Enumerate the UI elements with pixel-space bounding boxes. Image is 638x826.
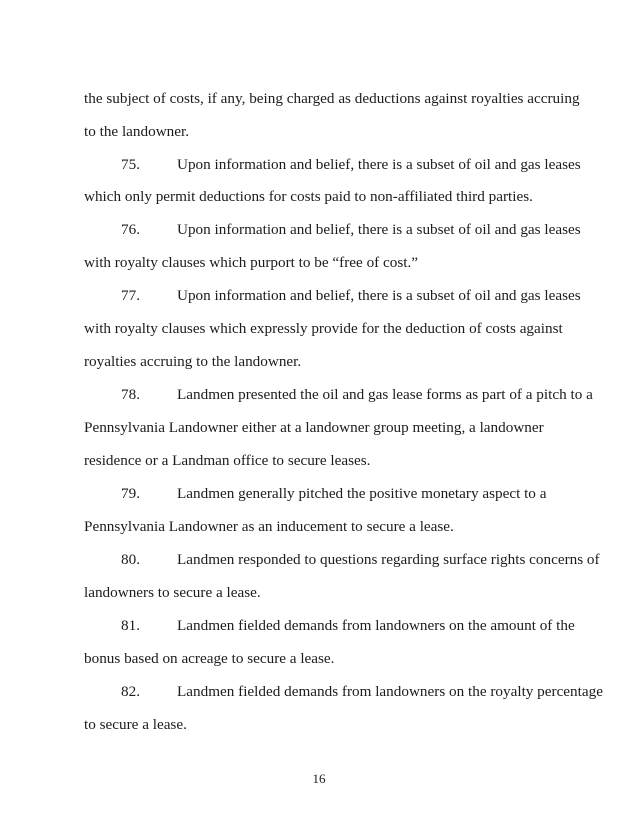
paragraph-text: Upon information and belief, there is a subset of oil and gas leases [177,221,581,238]
paragraph-line: landowners to secure a lease. [84,584,261,601]
paragraph-number: 80. [121,551,140,568]
paragraph-75-first-line [121,156,581,174]
paragraph-text: Upon information and belief, there is a subset of oil and gas leases [177,287,581,304]
paragraph-text: Landmen responded to questions regarding surface rights concerns of [177,551,600,568]
paragraph-number: 82. [121,683,140,700]
paragraph-number: 76. [121,221,140,238]
paragraph-number: 79. [121,485,140,502]
paragraph-text: Landmen fielded demands from landowners on the royalty percentage [177,683,603,700]
paragraph-line: residence or a Landman office to secure leases. [84,452,371,469]
paragraph-81-first-line [121,617,575,635]
paragraph-number: 77. [121,287,140,304]
paragraph-82-first-line [121,683,603,701]
paragraph-line: with royalty clauses which purport to be “free of cost.” [84,254,419,271]
paragraph-text: Landmen fielded demands from landowners on the amount of the [177,617,575,634]
paragraph-number: 75. [121,156,140,173]
page-number: 16 [312,771,326,786]
paragraph-line: which only permit deductions for costs paid to non-affiliated third parties. [84,188,533,205]
paragraph-line: to secure a lease. [84,716,187,733]
paragraph-number: 78. [121,386,140,403]
paragraph-line: royalties accruing to the landowner. [84,353,302,370]
paragraph-text: Upon information and belief, there is a subset of oil and gas leases [177,156,581,173]
paragraph-76-first-line [121,221,581,239]
paragraph-text: Landmen generally pitched the positive monetary aspect to a [177,485,547,502]
paragraph-line: Pennsylvania Landowner as an inducement to secure a lease. [84,518,454,535]
paragraph-text: Landmen presented the oil and gas lease forms as part of a pitch to a [177,386,593,403]
paragraph-number: 81. [121,617,140,634]
continuation-line: the subject of costs, if any, being charged as deductions against royalties accruing [84,90,580,107]
paragraph-80-first-line [121,551,600,569]
paragraph-78-first-line [121,386,593,404]
paragraph-79-first-line [121,485,546,503]
continuation-line: to the landowner. [84,123,190,140]
paragraph-77-first-line [121,287,581,305]
paragraph-line: bonus based on acreage to secure a lease. [84,650,335,667]
paragraph-line: Pennsylvania Landowner either at a landowner group meeting, a landowner [84,419,544,436]
paragraph-line: with royalty clauses which expressly provide for the deduction of costs against [84,320,563,337]
